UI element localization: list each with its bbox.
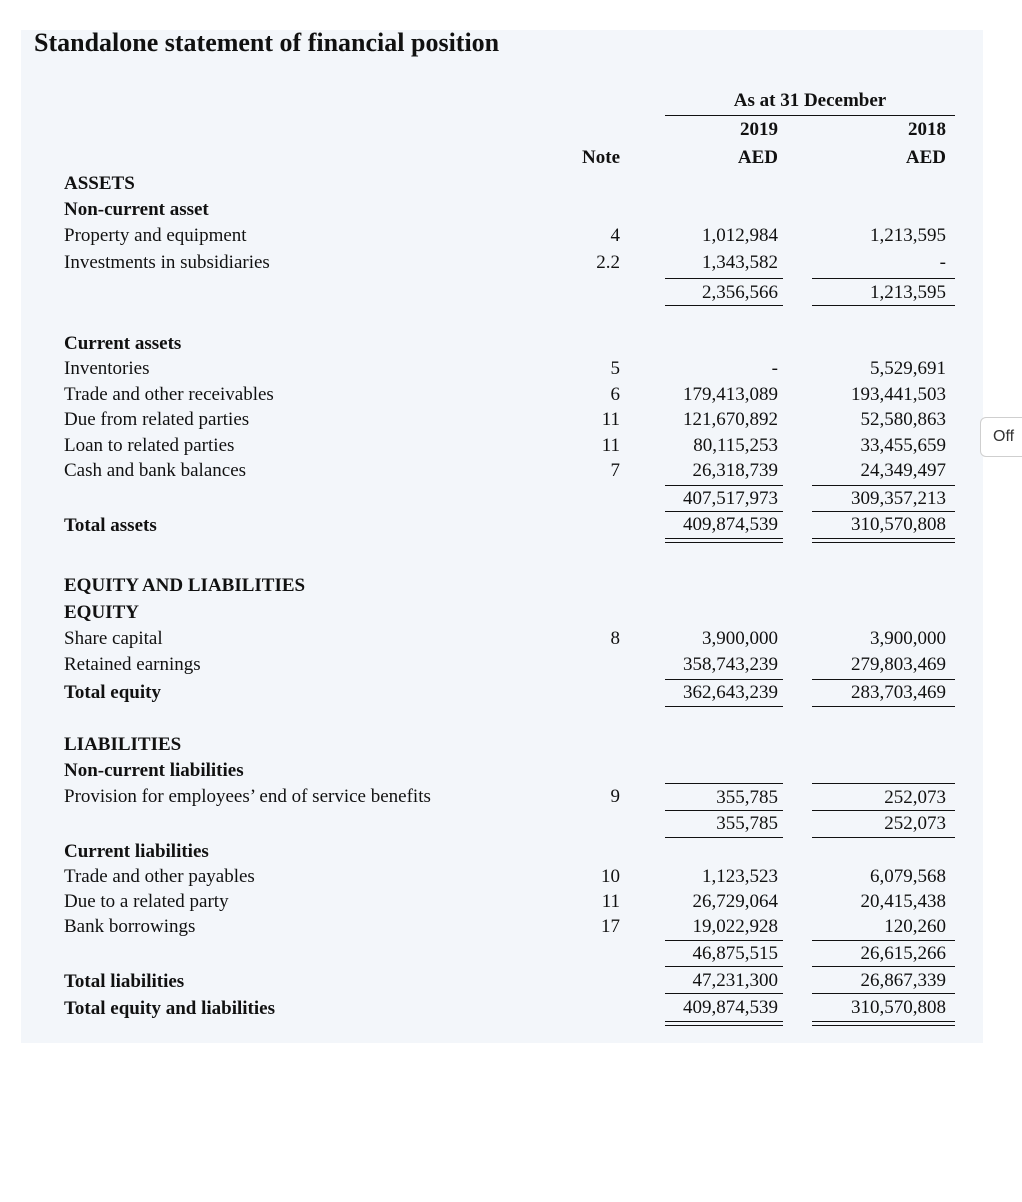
subtotal-2019: 407,517,973 [683, 488, 778, 509]
row-value-2019: 1,343,582 [702, 252, 778, 273]
rule-2018 [812, 940, 955, 941]
row-value-2018: 24,349,497 [860, 460, 946, 481]
note-header: Note [582, 147, 620, 168]
row-note: 2.2 [596, 252, 620, 273]
row-label: Due from related parties [64, 409, 250, 430]
row-value-2019: 3,900,000 [702, 628, 778, 649]
row-label: Total liabilities [64, 971, 185, 992]
rule-2018 [812, 966, 955, 967]
row-label: Investments in subsidiaries [64, 252, 270, 273]
row-value-2019: 121,670,892 [683, 409, 778, 430]
row-value-2019: 19,022,928 [692, 916, 778, 937]
subtotal-2019: 2,356,566 [702, 282, 778, 303]
row-value-2018: 52,580,863 [860, 409, 946, 430]
period-underline [665, 115, 955, 116]
row-value-2018: 3,900,000 [870, 628, 946, 649]
row-label: Loan to related parties [64, 435, 235, 456]
rule-2018 [812, 810, 955, 811]
row-label: Total equity and liabilities [64, 998, 275, 1019]
rule-2019 [665, 485, 783, 486]
rule-2018 [812, 706, 955, 707]
section-equity-and-liabilities: EQUITY AND LIABILITIES [64, 575, 306, 596]
rule-2019 [665, 940, 783, 941]
row-value-2019: 1,012,984 [702, 225, 778, 246]
rule-2019 [665, 783, 783, 784]
row-label: Bank borrowings [64, 916, 196, 937]
row-label: Total assets [64, 515, 157, 536]
year-2019-header: 2019 [740, 119, 778, 140]
row-note: 9 [610, 786, 620, 807]
rule-2018 [812, 511, 955, 512]
row-note: 11 [601, 435, 620, 456]
row-label: Trade and other receivables [64, 384, 274, 405]
rule-2019 [665, 542, 783, 543]
row-note: 11 [601, 891, 620, 912]
row-note: 17 [601, 916, 620, 937]
row-value-2018: 5,529,691 [870, 358, 946, 379]
row-value-2018: 193,441,503 [851, 384, 946, 405]
rule-2018 [812, 783, 955, 784]
subtotal-2018: 26,615,266 [860, 943, 946, 964]
row-label: Cash and bank balances [64, 460, 247, 481]
section-liabilities: LIABILITIES [64, 734, 182, 755]
row-value-2018: 120,260 [884, 916, 946, 937]
section-current-liabilities: Current liabilities [64, 841, 209, 862]
row-note: 7 [610, 460, 620, 481]
row-note: 4 [610, 225, 620, 246]
row-label: Share capital [64, 628, 163, 649]
row-value-2019: 26,729,064 [692, 891, 778, 912]
row-label: Trade and other payables [64, 866, 255, 887]
row-label: Retained earnings [64, 654, 201, 675]
rule-2018 [812, 679, 955, 680]
row-value-2019: 362,643,239 [683, 682, 778, 703]
rule-2019 [665, 837, 783, 838]
row-value-2019: 179,413,089 [683, 384, 778, 405]
row-note: 11 [601, 409, 620, 430]
row-value-2018: 6,079,568 [870, 866, 946, 887]
subtotal-2019: 46,875,515 [692, 943, 778, 964]
row-note: 6 [610, 384, 620, 405]
row-note: 5 [610, 358, 620, 379]
row-label: Inventories [64, 358, 150, 379]
section-assets: ASSETS [64, 173, 135, 194]
row-value-2018: 33,455,659 [860, 435, 946, 456]
rule-2019 [665, 706, 783, 707]
rule-2019 [665, 511, 783, 512]
year-2018-header: 2018 [908, 119, 946, 140]
row-value-2018: 310,570,808 [851, 997, 946, 1018]
rule-2018 [812, 542, 955, 543]
rule-2019 [665, 1021, 783, 1022]
page-title: Standalone statement of financial position [34, 28, 500, 57]
rule-2019 [665, 993, 783, 994]
row-value-2019: 80,115,253 [693, 435, 778, 456]
row-value-2018: 310,570,808 [851, 514, 946, 535]
row-value-2018: 20,415,438 [860, 891, 946, 912]
section-non-current-liabilities: Non-current liabilities [64, 760, 244, 781]
rule-2018 [812, 837, 955, 838]
rule-2019 [665, 538, 783, 539]
currency-2018-header: AED [905, 147, 946, 168]
subtotal-2018: 1,213,595 [870, 282, 946, 303]
rule-2019 [665, 305, 783, 306]
section-equity: EQUITY [64, 602, 139, 623]
row-value-2019: 355,785 [716, 787, 778, 808]
row-label: Due to a related party [64, 891, 229, 912]
subtotal-2018: 252,073 [884, 813, 946, 834]
rule-2019 [665, 966, 783, 967]
rule-2018 [812, 993, 955, 994]
row-value-2019: 358,743,239 [683, 654, 778, 675]
subtotal-2019: 355,785 [716, 813, 778, 834]
row-value-2018: 283,703,469 [851, 682, 946, 703]
rule-2019 [665, 278, 783, 279]
row-value-2018: 1,213,595 [870, 225, 946, 246]
rule-2018 [812, 485, 955, 486]
row-value-2019: 26,318,739 [692, 460, 778, 481]
rule-2018 [812, 278, 955, 279]
row-label: Property and equipment [64, 225, 247, 246]
row-value-2018: - [939, 252, 946, 273]
row-value-2019: 1,123,523 [702, 866, 778, 887]
row-note: 8 [610, 628, 620, 649]
section-non-current-asset: Non-current asset [64, 199, 209, 220]
row-note: 10 [601, 866, 620, 887]
period-header: As at 31 December [733, 90, 887, 111]
row-value-2019: 409,874,539 [683, 514, 778, 535]
row-value-2019: - [771, 358, 778, 379]
section-current-assets: Current assets [64, 333, 182, 354]
row-value-2019: 47,231,300 [692, 970, 778, 991]
side-tab-button[interactable]: Off [980, 417, 1022, 457]
currency-2019-header: AED [737, 147, 778, 168]
rule-2018 [812, 1025, 955, 1026]
rule-2018 [812, 538, 955, 539]
rule-2019 [665, 1025, 783, 1026]
rule-2019 [665, 810, 783, 811]
row-value-2018: 279,803,469 [851, 654, 946, 675]
row-label: Provision for employees’ end of service benefits [64, 786, 431, 807]
row-value-2018: 26,867,339 [860, 970, 946, 991]
rule-2018 [812, 305, 955, 306]
row-value-2018: 252,073 [884, 787, 946, 808]
row-label: Total equity [64, 682, 161, 703]
rule-2019 [665, 679, 783, 680]
subtotal-2018: 309,357,213 [851, 488, 946, 509]
rule-2018 [812, 1021, 955, 1022]
row-value-2019: 409,874,539 [683, 997, 778, 1018]
